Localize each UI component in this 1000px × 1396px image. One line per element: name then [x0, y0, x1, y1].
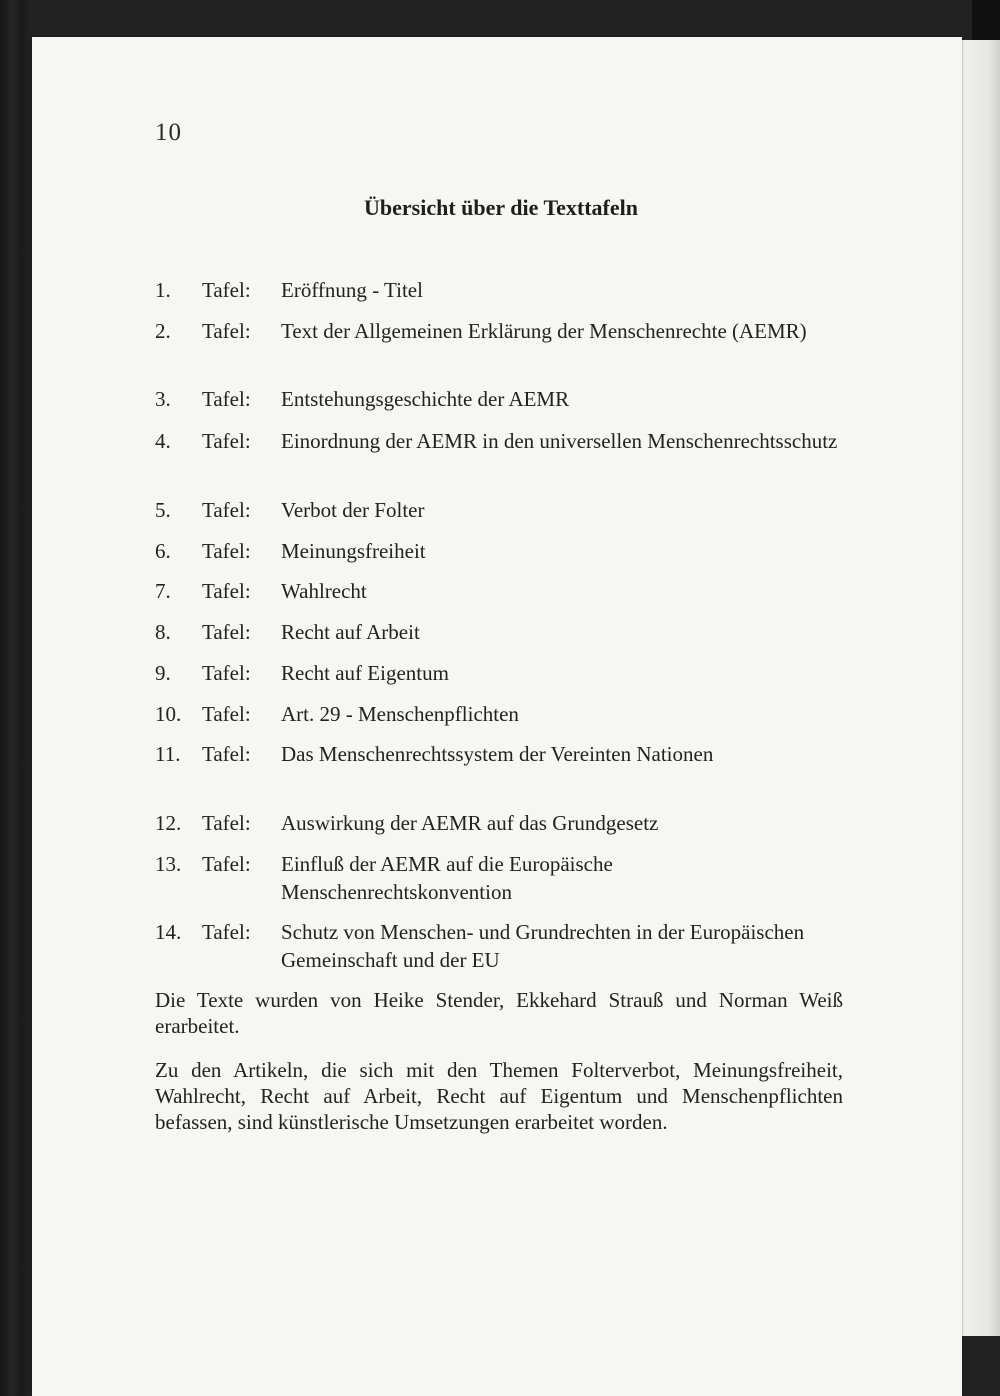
item-number: 12.: [155, 811, 182, 835]
item-title: Einfluß der AEMR auf die Europäische Menschenrechtskonvention: [281, 852, 613, 904]
item-label: Tafel:: [202, 498, 251, 522]
item-number: 14.: [155, 920, 182, 944]
item-title: Auswirkung der AEMR auf das Grundgesetz: [281, 811, 659, 835]
item-number: 8.: [155, 620, 171, 644]
page-number: 10: [155, 119, 182, 146]
item-number: 1.: [155, 278, 171, 302]
document-page: [32, 37, 962, 1396]
item-label: Tafel:: [202, 429, 251, 453]
item-title: Recht auf Arbeit: [281, 620, 420, 644]
item-label: Tafel:: [202, 811, 251, 835]
item-label: Tafel:: [202, 579, 251, 603]
item-number: 11.: [155, 742, 181, 766]
item-title: Das Menschenrechtssystem der Vereinten Nationen: [281, 742, 714, 766]
item-label: Tafel:: [202, 852, 251, 876]
item-number: 10.: [155, 702, 182, 726]
item-label: Tafel:: [202, 278, 251, 302]
artwork-paragraph: Zu den Artikeln, die sich mit den Themen Folterverbot, Meinungsfreiheit, Wahlrecht, Recht auf Arbeit, Recht auf Eigentum und Menschenpflichten befassen, sind künstlerische Umsetzungen erarbeitet worden.: [155, 1058, 843, 1134]
item-title: Verbot der Folter: [281, 498, 425, 522]
item-number: 6.: [155, 539, 171, 563]
item-title: Text der Allgemeinen Erklärung der Menschenrechte (AEMR): [281, 319, 807, 343]
item-label: Tafel:: [202, 920, 251, 944]
page-heading: Übersicht über die Texttafeln: [364, 195, 638, 220]
book-spine: [972, 0, 1000, 40]
item-title: Recht auf Eigentum: [281, 661, 449, 685]
credits-paragraph: Die Texte wurden von Heike Stender, Ekkehard Strauß und Norman Weiß erarbeitet.: [155, 988, 843, 1038]
item-label: Tafel:: [202, 702, 251, 726]
item-label: Tafel:: [202, 661, 251, 685]
item-label: Tafel:: [202, 387, 251, 411]
item-label: Tafel:: [202, 539, 251, 563]
item-title: Entstehungsgeschichte der AEMR: [281, 387, 570, 411]
item-number: 4.: [155, 429, 171, 453]
item-label: Tafel:: [202, 620, 251, 644]
item-number: 3.: [155, 387, 171, 411]
next-page-edge: [958, 40, 1000, 1336]
item-title: Schutz von Menschen- und Grundrechten in der Europäischen Gemeinschaft und der EU: [281, 920, 805, 972]
item-title: Eröffnung - Titel: [281, 278, 423, 302]
item-number: 9.: [155, 661, 171, 685]
item-title: Wahlrecht: [281, 579, 367, 603]
item-title: Meinungsfreiheit: [281, 539, 426, 563]
item-title: Art. 29 - Menschenpflichten: [281, 702, 519, 726]
item-number: 7.: [155, 579, 171, 603]
item-number: 5.: [155, 498, 171, 522]
item-number: 2.: [155, 319, 171, 343]
item-number: 13.: [155, 852, 182, 876]
item-label: Tafel:: [202, 742, 251, 766]
item-label: Tafel:: [202, 319, 251, 343]
item-title: Einordnung der AEMR in den universellen Menschenrechtsschutz: [281, 429, 838, 453]
